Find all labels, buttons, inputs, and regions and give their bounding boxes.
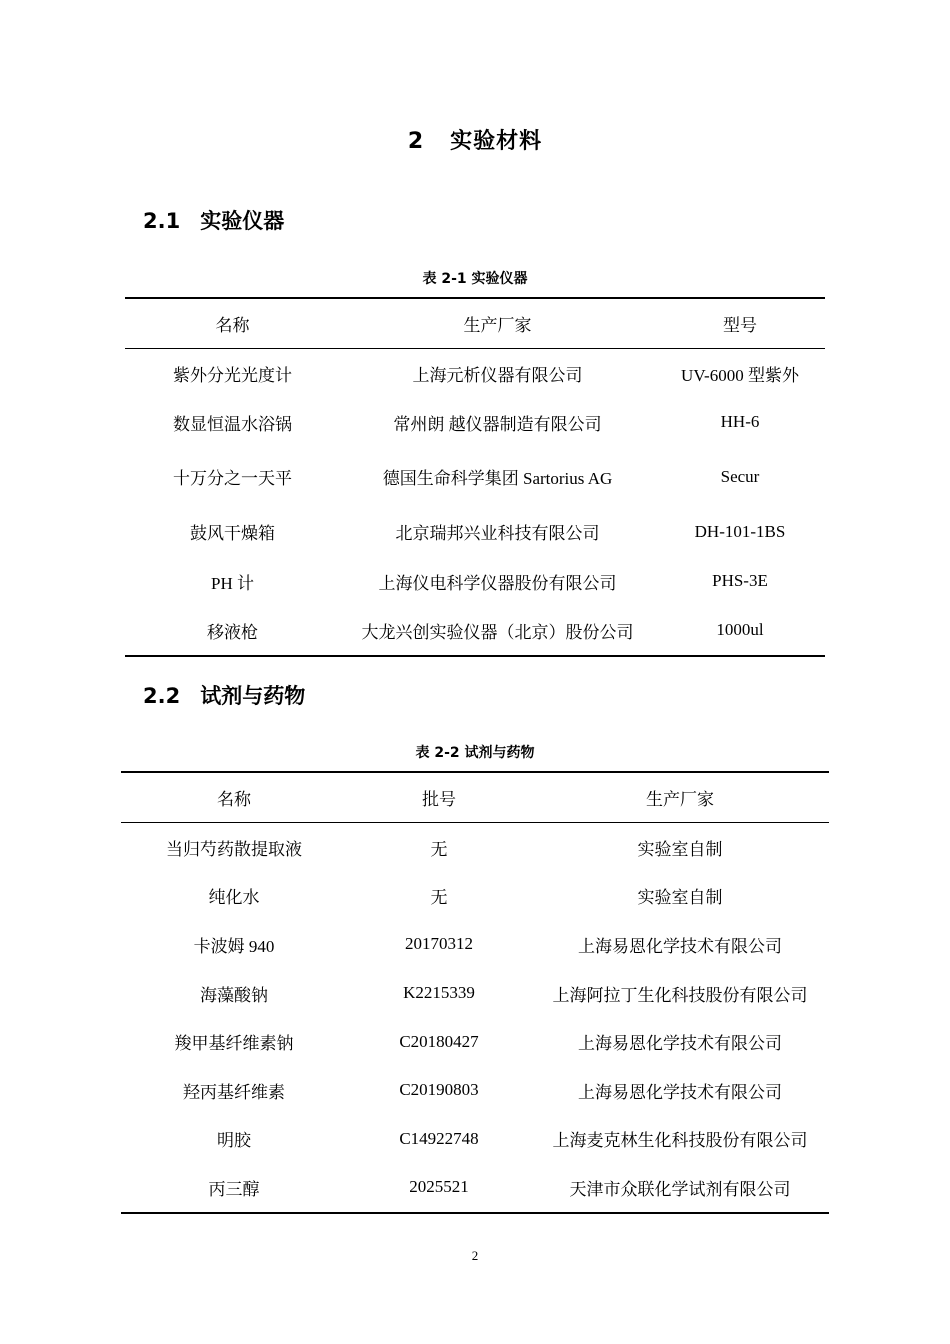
column-header: 型号 [655,298,825,349]
table-cell: 羧甲基纤维素钠 [174,1034,294,1054]
page-number: 2 [471,1248,479,1263]
table-cell: Secur [720,466,760,486]
table-cell: 实验室自制 [637,888,723,908]
table-row [121,1115,829,1164]
section-number: 2.1 [143,209,181,233]
table-row [125,349,825,398]
table-row [121,823,829,872]
section-heading-instruments [143,205,284,235]
column-header: 生产厂家 [531,772,829,823]
instruments-table [125,297,825,657]
column-header: 名称 [125,298,340,349]
table-cell: 上海仪电科学仪器股份有限公司 [378,573,617,593]
table-cell: 德国生命科学集团 Sartorius AG [382,469,613,488]
table-cell: 常州朗 越仪器制造有限公司 [393,414,602,434]
table-row [121,1163,829,1213]
table-cell: 无 [430,888,448,908]
table-cell: 无 [430,839,448,859]
column-header: 批号 [347,772,531,823]
table-row [121,969,829,1018]
table-cell: 丙三醇 [121,1163,347,1213]
table-caption-reagents: 表 2-2 试剂与药物 [415,745,535,761]
table-row [125,557,825,606]
chapter-number: 2 [407,129,425,154]
table-cell: 移液枪 [125,606,340,656]
table-row [125,507,825,557]
table-row [121,872,829,921]
table-cell: 天津市众联化学试剂有限公司 [531,1163,829,1213]
table-cell: UV-6000 型紫外 [681,365,799,385]
reagents-table [121,771,829,1214]
table-cell: HH-6 [720,412,760,431]
table-cell: C14922748 [399,1128,479,1148]
section-heading-reagents [143,680,305,710]
table-cell: 数显恒温水浴锅 [173,414,292,434]
table-row [121,920,829,969]
chapter-title-text: 实验材料 [450,129,543,154]
section-title: 试剂与药物 [200,684,306,708]
table-cell: 上海麦克林生化科技股份有限公司 [552,1131,808,1151]
table-cell: 上海易恩化学技术有限公司 [578,1034,782,1054]
table-cell: PH 计 [211,573,254,593]
table-cell: K2215339 [403,983,475,1003]
column-header: 生产厂家 [340,298,655,349]
table-row [125,447,825,507]
table-cell: 2025521 [347,1163,531,1213]
table-cell: 纯化水 [208,888,260,908]
table-cell: 大龙兴创实验仪器（北京）股份公司 [340,606,655,656]
table-cell: 十万分之一天平 [173,469,292,488]
section-number: 2.2 [143,684,181,708]
table-cell: 海藻酸钠 [200,985,268,1005]
table-header-row [121,772,829,823]
table-cell: 明胶 [217,1131,251,1151]
table-cell: 实验室自制 [637,839,723,859]
column-header: 名称 [121,772,347,823]
table-cell: PHS-3E [712,571,768,590]
table-cell: 鼓风干燥箱 [190,524,275,543]
table-cell: 紫外分光光度计 [173,365,292,385]
table-cell: 当归芍药散提取液 [166,839,302,859]
table-cell: 上海阿拉丁生化科技股份有限公司 [552,985,808,1005]
table-cell: 上海元析仪器有限公司 [412,365,583,385]
table-cell: 北京瑞邦兴业科技有限公司 [395,524,600,543]
table-cell: DH-101-1BS [694,521,786,541]
table-cell: 卡波姆 940 [193,936,275,956]
table-row [121,1017,829,1066]
table-caption-instruments: 表 2-1 实验仪器 [422,271,528,287]
table-row [121,1066,829,1115]
table-cell: 羟丙基纤维素 [183,1082,285,1102]
table-header-row [125,298,825,349]
table-cell: C20180427 [399,1031,479,1051]
table-row [125,606,825,656]
table-cell: 上海易恩化学技术有限公司 [578,1082,782,1102]
table-cell: 上海易恩化学技术有限公司 [578,936,782,956]
chapter-title [0,124,950,155]
table-cell: C20190803 [399,1080,479,1100]
table-cell: 1000ul [655,606,825,656]
section-title: 实验仪器 [200,209,285,233]
table-cell: 20170312 [405,934,473,954]
table-row [125,398,825,447]
